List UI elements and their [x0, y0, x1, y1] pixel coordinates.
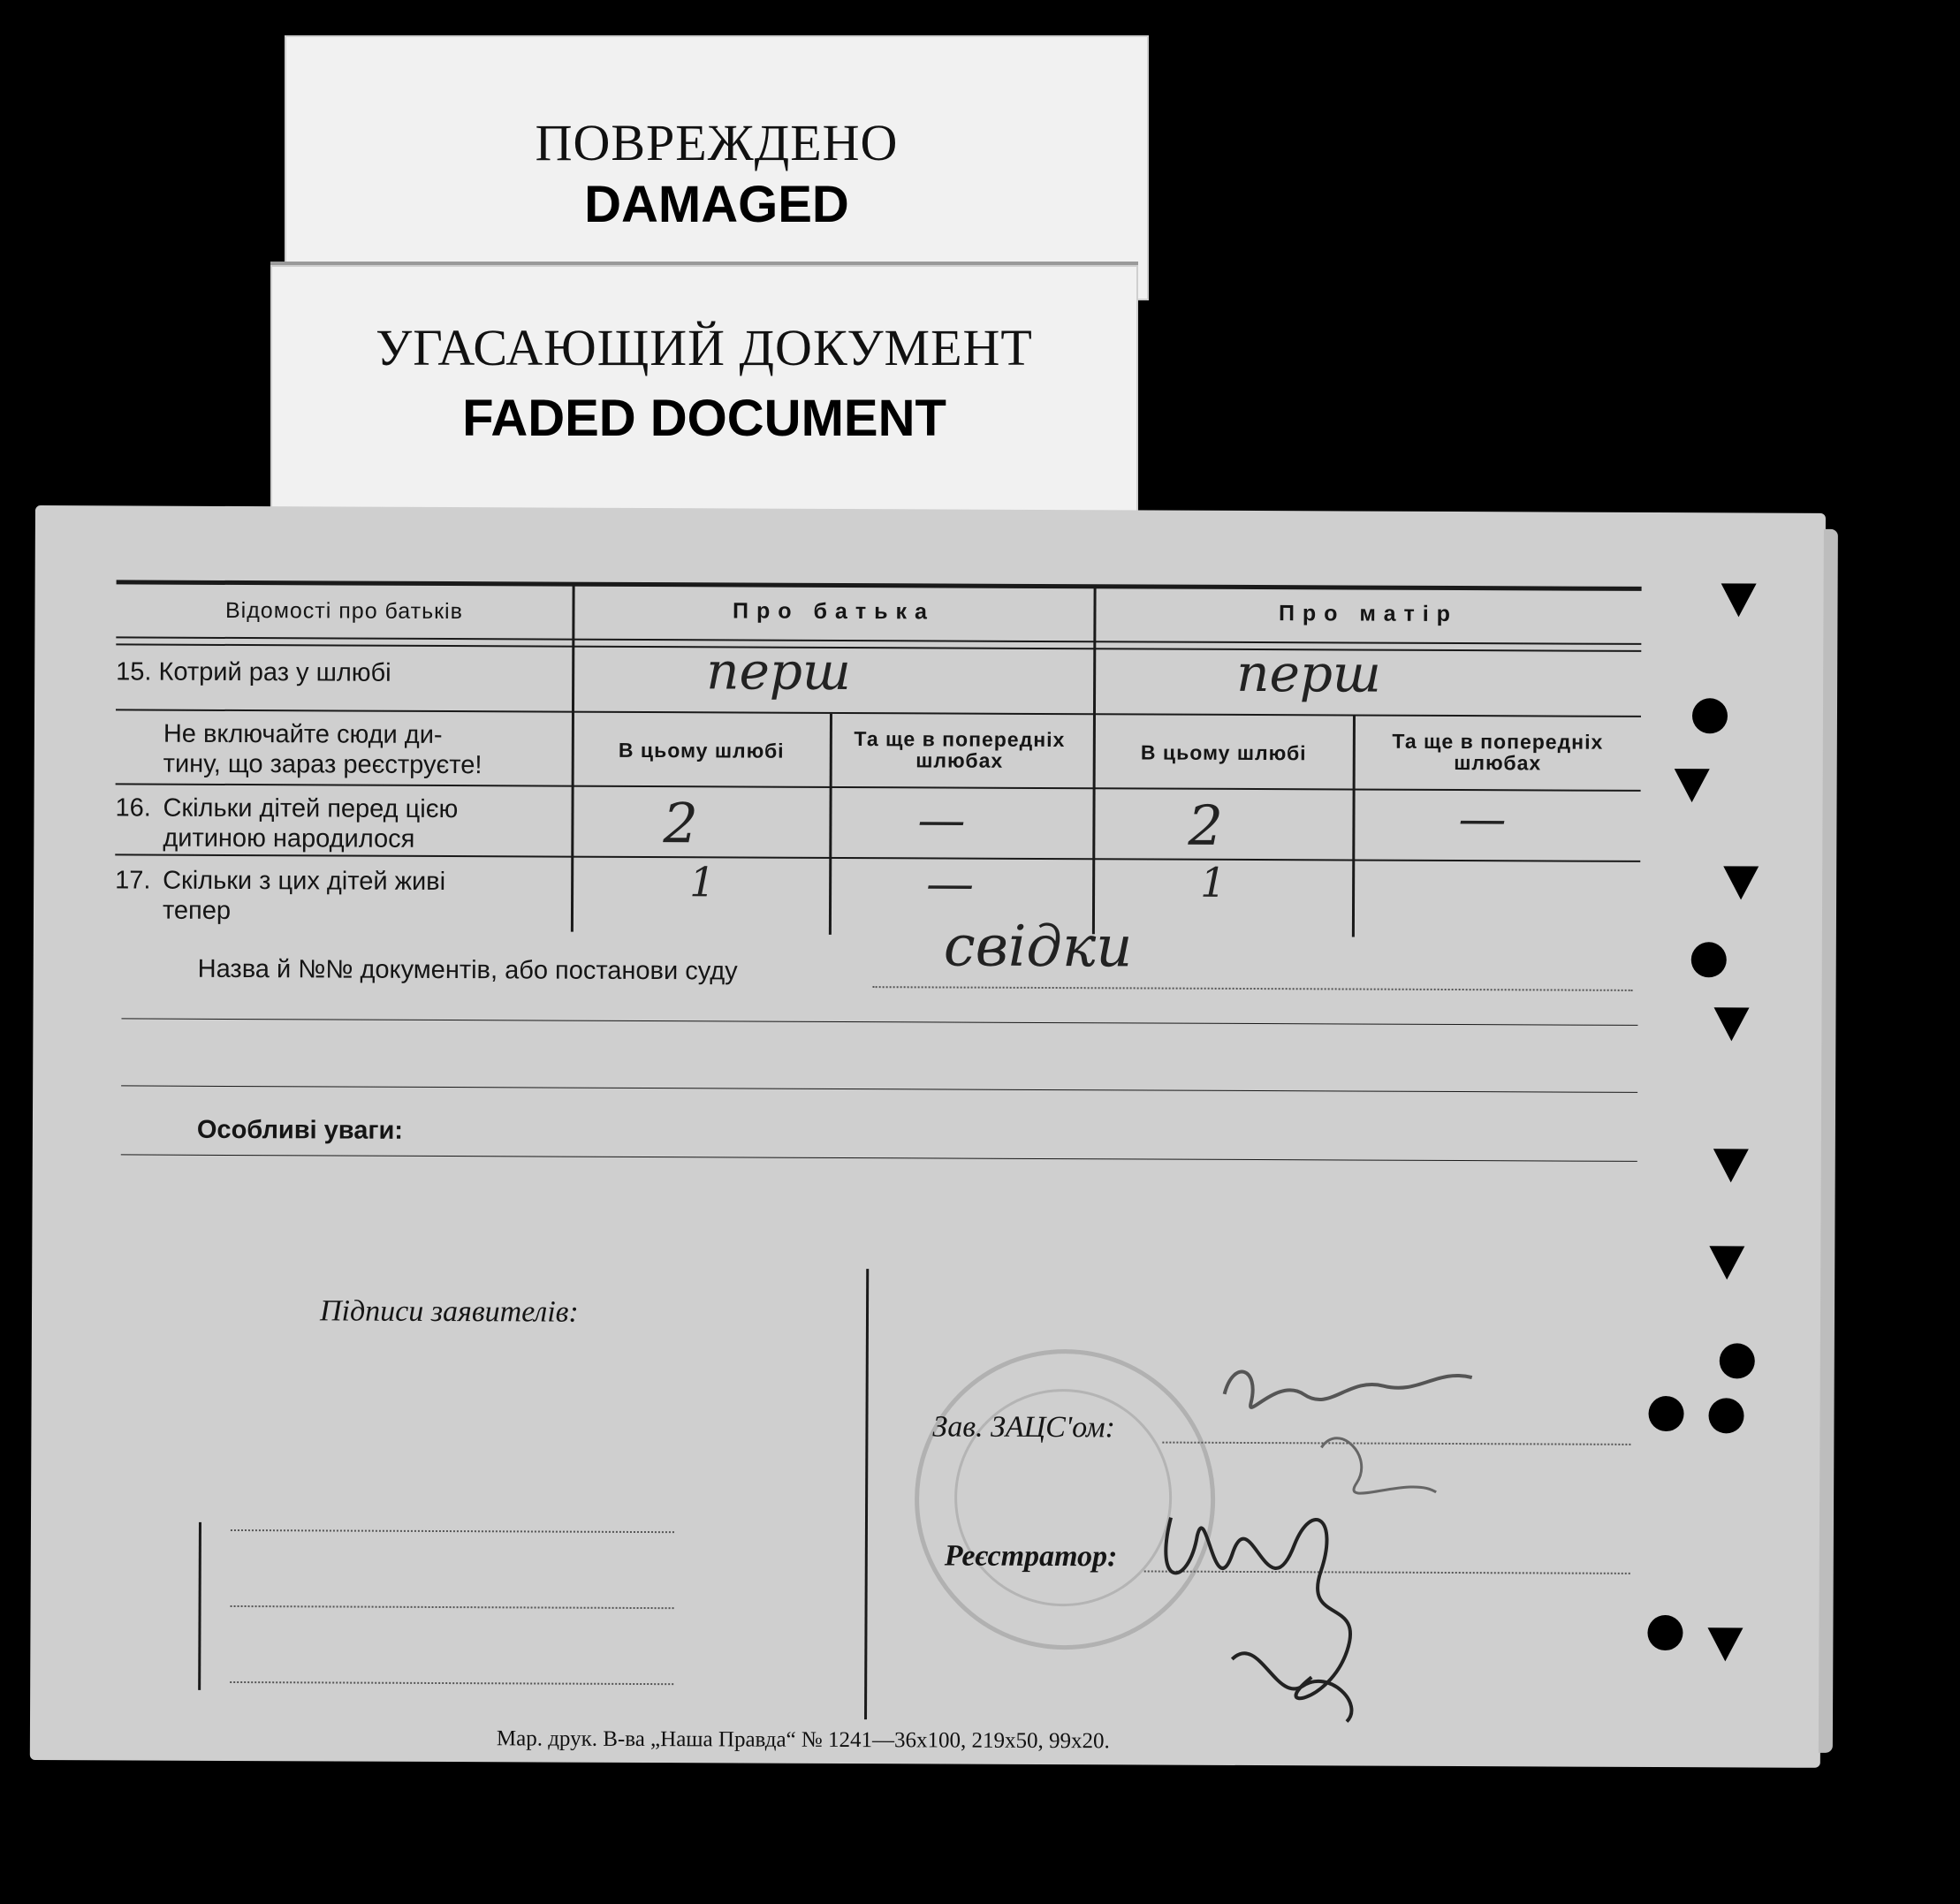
sheet-edge	[1819, 529, 1838, 1753]
punch-hole	[1647, 1615, 1683, 1650]
father-prev-marriages-header: Та ще в попередніх шлюбах	[854, 727, 1066, 772]
header-father: Про батька	[733, 598, 935, 625]
row15-father-value: перш	[706, 641, 852, 702]
row16-line-2: дитиною народилося	[163, 823, 415, 853]
faded-label-card	[270, 262, 1138, 521]
damaged-label-ru: ПОВРЕЖДЕНО	[535, 114, 899, 171]
punch-hole	[1691, 942, 1727, 977]
special-notes-line	[121, 1154, 1637, 1161]
documents-label: Назва й №№ документів, або постанови суду	[197, 954, 738, 986]
note-line-2: тину, що зараз реєструєте!	[163, 749, 482, 780]
damaged-label-en: DAMAGED	[584, 176, 849, 233]
documents-value: свідки	[943, 914, 1133, 981]
applicant-signature-line-2	[231, 1605, 674, 1609]
edge-tear	[1675, 769, 1710, 802]
row15-rule	[116, 709, 1641, 717]
signature-divider	[864, 1269, 869, 1719]
row17-line-2: тепер	[162, 896, 232, 925]
punch-hole	[1648, 1396, 1683, 1431]
mother-prev-marriages-header: Та ще в попередніх шлюбах	[1392, 729, 1604, 775]
row15-mother-value: перш	[1236, 642, 1382, 704]
row16-mother-prev: —	[1458, 791, 1507, 847]
punch-hole	[1708, 1398, 1743, 1433]
header-info: Відомості про батьків	[224, 597, 463, 625]
row16-rule	[115, 853, 1640, 862]
note-line-1: Не включайте сюди ди-	[163, 719, 443, 750]
edge-tear	[1721, 583, 1756, 617]
signatures-label: Підписи заявителів:	[319, 1294, 579, 1329]
col-divider-4	[1352, 717, 1356, 937]
applicant-signature-line-1	[231, 1529, 674, 1533]
table-header-rule	[116, 636, 1641, 645]
head-of-office-label: Зав. ЗАЦС'ом:	[932, 1410, 1115, 1445]
row17-father-this: 1	[689, 858, 716, 906]
row16-father-prev: —	[917, 792, 966, 848]
row16-number: 16.	[115, 793, 151, 823]
applicant-signature-line-3	[230, 1681, 673, 1685]
row16-line-1: Скільки дітей перед цією	[163, 793, 459, 824]
mother-this-marriage-header: В цьому шлюбі	[1140, 740, 1307, 765]
registrar-signature	[1135, 1482, 1454, 1731]
faded-label-en: FADED DOCUMENT	[462, 390, 946, 447]
header-mother: Про матір	[1278, 601, 1459, 627]
documents-line-3	[121, 1085, 1637, 1092]
row15-label: 15. Котрий раз у шлюбі	[116, 657, 391, 687]
table-header-rule-2	[116, 643, 1641, 652]
punch-hole	[1720, 1343, 1755, 1378]
edge-tear	[1723, 866, 1759, 899]
special-notes-label: Особливі уваги:	[196, 1115, 404, 1145]
col-divider-2	[829, 714, 832, 935]
punch-hole	[1692, 698, 1728, 733]
registration-form-sheet	[30, 505, 1826, 1768]
row17-father-prev: —	[926, 855, 975, 912]
edge-tear	[1713, 1007, 1749, 1041]
row17-number: 17.	[115, 866, 151, 895]
row17-line-1: Скільки з цих дітей живі	[163, 866, 446, 897]
edge-tear	[1707, 1627, 1743, 1661]
subheader-rule	[116, 783, 1641, 792]
father-this-marriage-header: В цьому шлюбі	[618, 738, 785, 762]
damaged-label-card	[285, 35, 1149, 300]
registrar-label: Реєстратор:	[944, 1539, 1118, 1574]
documents-fill-line	[873, 986, 1633, 991]
row16-mother-this: 2	[1188, 793, 1224, 858]
signature-bracket	[198, 1522, 201, 1690]
edge-tear	[1709, 1246, 1744, 1279]
edge-tear	[1713, 1149, 1749, 1182]
row17-mother-this: 1	[1200, 858, 1227, 906]
printer-footer: Мар. друк. В-ва „Наша Правда“ № 1241—36х100, 219х50, 99х20.	[496, 1726, 1110, 1754]
row16-father-this: 2	[663, 791, 699, 856]
table-top-rule	[117, 580, 1642, 591]
faded-label-ru: УГАСАЮЩИЙ ДОКУМЕНТ	[376, 319, 1033, 376]
documents-line-2	[121, 1018, 1637, 1025]
